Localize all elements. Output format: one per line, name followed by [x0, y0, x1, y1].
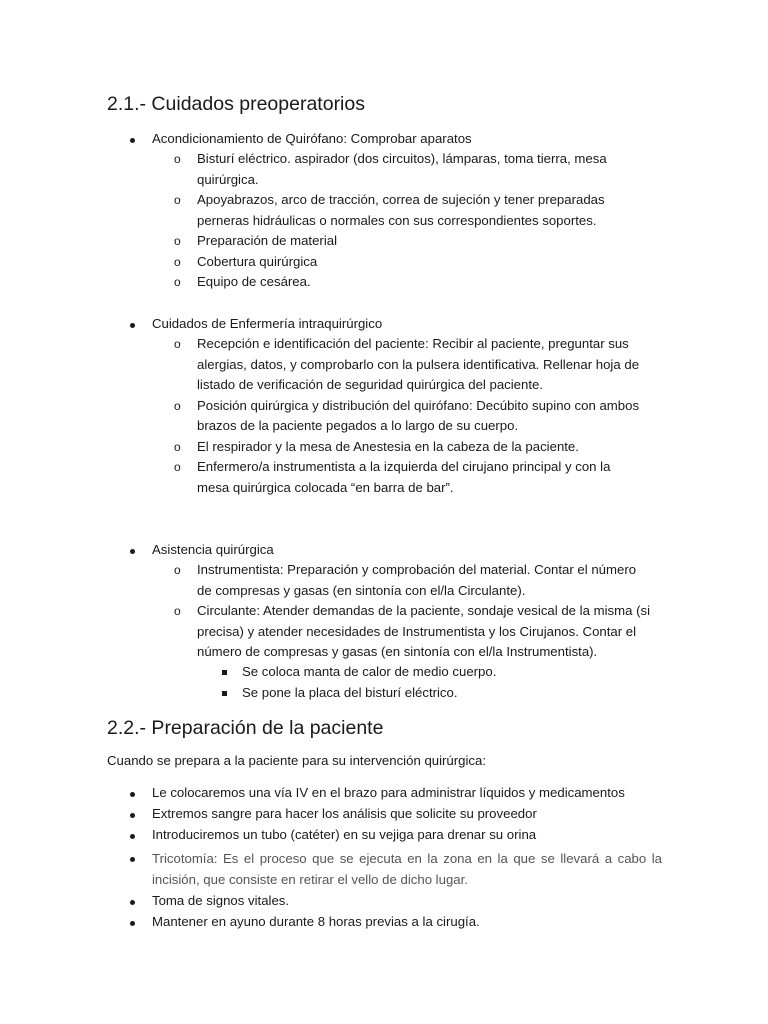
- circle-bullet: o: [174, 460, 181, 474]
- list-item: Toma de signos vitales.: [152, 893, 290, 908]
- list-item-line: mesa quirúrgica colocada “en barra de bar”.: [197, 480, 454, 495]
- circle-bullet: o: [174, 563, 181, 577]
- circle-bullet: o: [174, 152, 181, 166]
- list-item-line: Preparación de material: [197, 233, 338, 248]
- list-item-line: Enfermero/a instrumentista a la izquierda del cirujano principal y con la: [197, 459, 611, 474]
- list-item-line: Posición quirúrgica y distribución del quirófano: Decúbito supino con ambos: [197, 398, 640, 413]
- list-item-line: Circulante: Atender demandas de la paciente, sondaje vesical de la misma (si: [197, 603, 651, 618]
- circle-bullet: o: [174, 234, 181, 248]
- list-item-tricotomia-line: Tricotomía: Es el proceso que se ejecuta en la zona en la que se llevará a cabo la: [152, 851, 662, 866]
- circle-bullet: o: [174, 440, 181, 454]
- bullet-dot: [130, 813, 135, 818]
- bullet-dot: [130, 323, 135, 328]
- list-item: Introduciremos un tubo (catéter) en su vejiga para drenar su orina: [152, 827, 537, 842]
- list-item-tricotomia-line: incisión, que consiste en retirar el vello de dicho lugar.: [152, 872, 468, 887]
- list-item-line: número de compresas y gasas (en sintonía con el/la Instrumentista).: [197, 644, 598, 659]
- section-heading-2-1: 2.1.- Cuidados preoperatorios: [107, 93, 365, 115]
- circle-bullet: o: [174, 255, 181, 269]
- list-item-line: Bisturí eléctrico. aspirador (dos circuitos), lámparas, toma tierra, mesa: [197, 151, 607, 166]
- list-item-line: perneras hidráulicas o normales con sus correspondientes soportes.: [197, 213, 597, 228]
- list-item-line: de compresas y gasas (en sintonía con el/la Circulante).: [197, 583, 526, 598]
- sub-list-item: Se pone la placa del bisturí eléctrico.: [242, 685, 458, 700]
- bullet-dot: [130, 549, 135, 554]
- square-bullet: [222, 691, 227, 696]
- list-item: Extremos sangre para hacer los análisis que solicite su proveedor: [152, 806, 537, 821]
- list-item: Mantener en ayuno durante 8 horas previas a la cirugía.: [152, 914, 480, 929]
- section-intro: Cuando se prepara a la paciente para su intervención quirúrgica:: [107, 753, 487, 768]
- bullet-dot: [130, 792, 135, 797]
- list-item-line: Apoyabrazos, arco de tracción, correa de sujeción y tener preparadas: [197, 192, 605, 207]
- list-item-line: brazos de la paciente pegados a lo largo de su cuerpo.: [197, 418, 519, 433]
- bullet-dot: [130, 921, 135, 926]
- list-item-line: quirúrgica.: [197, 172, 259, 187]
- list-item-line: Equipo de cesárea.: [197, 274, 311, 289]
- list-item-line: El respirador y la mesa de Anestesia en la cabeza de la paciente.: [197, 439, 579, 454]
- square-bullet: [222, 670, 227, 675]
- section-heading-2-2: 2.2.- Preparación de la paciente: [107, 717, 384, 739]
- bullet-dot: [130, 138, 135, 143]
- group-title-cuidados-enfermeria: Cuidados de Enfermería intraquirúrgico: [152, 316, 383, 331]
- circle-bullet: o: [174, 275, 181, 289]
- list-item: Le colocaremos una vía IV en el brazo para administrar líquidos y medicamentos: [152, 785, 625, 800]
- list-item-line: precisa) y atender necesidades de Instrumentista y los Cirujanos. Contar el: [197, 624, 637, 639]
- list-item-line: Recepción e identificación del paciente: Recibir al paciente, preguntar sus: [197, 336, 629, 351]
- circle-bullet: o: [174, 337, 181, 351]
- list-item-line: listado de verificación de seguridad quirúrgica del paciente.: [197, 377, 544, 392]
- list-item-line: Instrumentista: Preparación y comprobación del material. Contar el número: [197, 562, 637, 577]
- list-item-line: alergias, datos, y comprobarlo con la pulsera identificativa. Rellenar hoja de: [197, 357, 640, 372]
- list-item-line: Cobertura quirúrgica: [197, 254, 318, 269]
- circle-bullet: o: [174, 399, 181, 413]
- sub-list-item: Se coloca manta de calor de medio cuerpo.: [242, 664, 497, 679]
- group-title-acondicionamiento: Acondicionamiento de Quirófano: Comprobar aparatos: [152, 131, 472, 146]
- bullet-dot: [130, 900, 135, 905]
- bullet-dot: [130, 834, 135, 839]
- group-title-asistencia: Asistencia quirúrgica: [152, 542, 274, 557]
- bullet-dot: [130, 857, 135, 862]
- circle-bullet: o: [174, 193, 181, 207]
- circle-bullet: o: [174, 604, 181, 618]
